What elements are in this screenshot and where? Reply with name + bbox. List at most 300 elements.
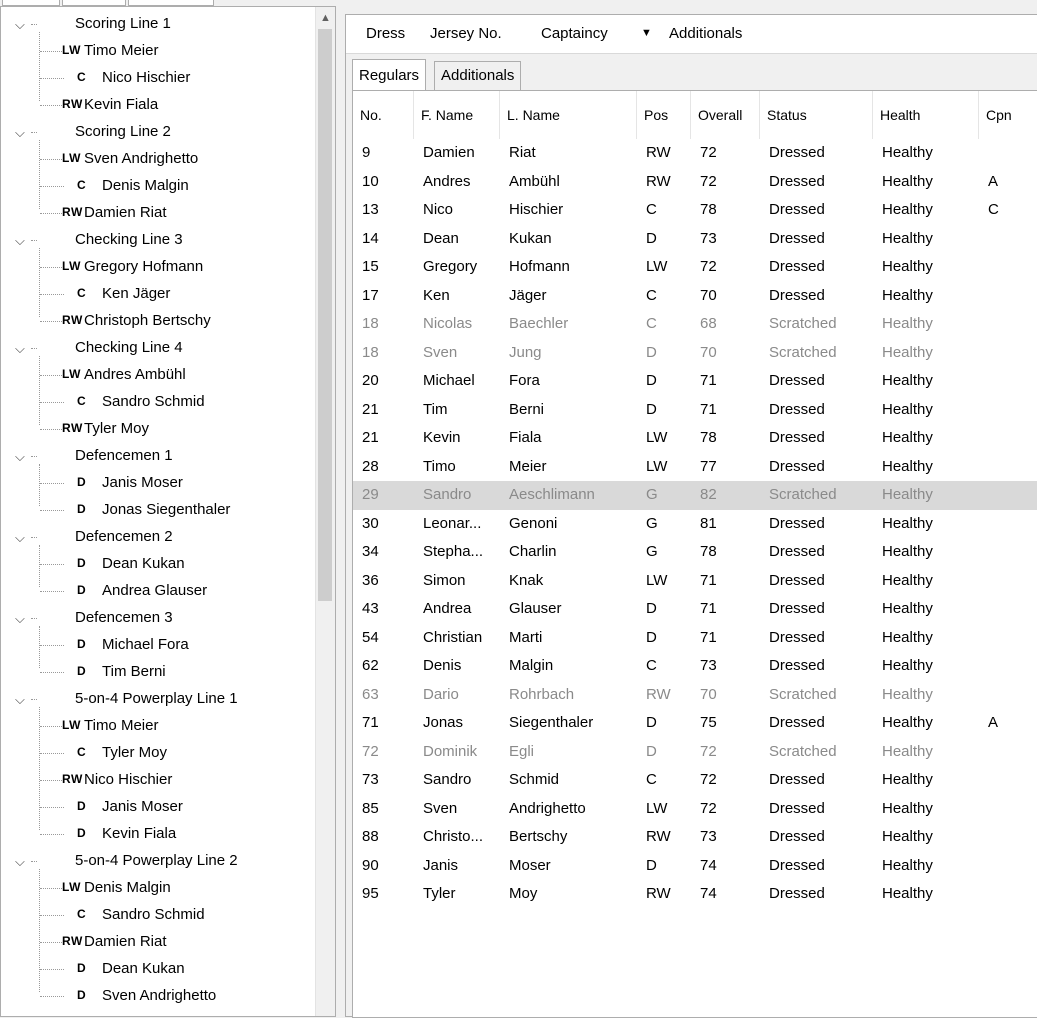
cell-lname: Baechler [509,315,569,332]
position-tag: D [77,637,87,651]
cell-status: Dressed [769,372,825,389]
cell-fname: Timo [423,457,456,475]
table-row[interactable] [353,310,1037,339]
cell-health: Healthy [882,229,933,247]
column-header[interactable]: Pos [637,91,691,139]
cell-lname: Fiala [509,429,542,446]
cell-overall: 72 [700,258,717,275]
cell-lname: Moy [509,885,538,902]
cell-status: Dressed [769,514,825,532]
cell-status: Dressed [769,286,825,304]
tree-connector [40,888,62,889]
position-tag: C [77,394,87,408]
cell-overall: 68 [700,315,717,332]
scroll-thumb[interactable] [318,29,332,601]
chevron-down-icon[interactable]: ⌵ [15,11,31,36]
cell-no: 54 [362,628,379,646]
table-row[interactable] [353,225,1037,254]
cell-pos: D [646,742,657,760]
cell-no: 72 [362,742,379,760]
table-row[interactable] [353,738,1037,767]
cell-lname: Glauser [509,600,562,617]
jersey-number-button[interactable]: Jersey No. [430,25,502,42]
cell-no: 13 [362,201,379,218]
cell-fname: Sandro [423,771,472,788]
scroll-up-arrow-icon[interactable]: ▲ [320,12,331,24]
cell-lname: Genoni [509,514,558,532]
cell-pos: RW [646,144,671,161]
cell-fname: Sven [423,343,458,361]
tree-guide-line [39,545,40,587]
table-row[interactable] [353,453,1037,482]
cell-fname: Ken [423,286,450,304]
tree-connector [40,483,64,484]
additionals-button[interactable]: Additionals [669,25,743,42]
cell-pos: C [646,771,657,788]
chevron-down-icon[interactable]: ⌵ [15,605,31,630]
column-header[interactable]: Cpn [979,91,1037,139]
cell-overall: 82 [700,486,717,503]
cell-status: Dressed [769,429,825,446]
cell-overall: 71 [700,400,717,418]
tree-player-name: Nico Hischier [84,771,173,788]
cell-no: 36 [362,571,379,589]
tree-player-name: Sandro Schmid [102,393,205,410]
cell-health: Healthy [882,429,933,446]
table-row[interactable] [353,709,1037,738]
cell-status: Dressed [769,457,825,475]
table-row[interactable] [353,823,1037,852]
tree-group-label: Scoring Line 2 [75,123,171,140]
cell-fname: Denis [423,657,462,674]
cell-health: Healthy [882,600,933,617]
tree-group-label: Defencemen 2 [75,528,173,545]
cell-status: Scratched [769,742,837,760]
position-tag: C [77,178,87,192]
position-tag: C [77,286,87,300]
table-row[interactable] [353,795,1037,824]
cell-pos: LW [646,429,668,446]
tree-connector [40,726,62,727]
chevron-down-icon[interactable]: ⌵ [15,524,31,549]
cell-pos: G [646,514,658,532]
tree-player-name: Michael Fora [102,636,189,653]
tree-player-name: Tyler Moy [102,744,168,761]
cell-no: 18 [362,343,379,361]
cell-no: 18 [362,315,379,332]
cell-health: Healthy [882,315,933,332]
tree-group-label: Defencemen 3 [75,609,173,626]
cell-lname: Marti [509,628,543,646]
cell-health: Healthy [882,400,933,418]
tree-connector [40,753,64,754]
cell-no: 21 [362,429,379,446]
cell-status: Scratched [769,685,837,703]
cell-overall: 72 [700,799,717,817]
cell-fname: Damien [423,144,475,161]
cell-status: Dressed [769,201,825,218]
table-row[interactable] [353,880,1037,909]
cell-no: 43 [362,600,379,617]
cell-fname: Dominik [423,742,478,760]
tab-regulars[interactable]: Regulars [352,59,426,90]
cell-health: Healthy [882,258,933,275]
cell-pos: D [646,372,657,389]
tree-connector [40,672,64,673]
cell-overall: 71 [700,372,717,389]
tree-connector [40,186,64,187]
cell-lname: Hofmann [509,258,570,275]
position-tag: RW [62,421,83,435]
table-row[interactable] [353,595,1037,624]
cell-pos: G [646,543,658,560]
column-header[interactable]: L. Name [500,91,637,139]
cell-status: Dressed [769,714,825,731]
cell-overall: 72 [700,771,717,788]
cell-fname: Dean [423,229,459,247]
position-tag: LW [62,718,81,732]
cell-pos: C [646,286,657,304]
cell-fname: Sven [423,799,458,817]
table-row[interactable] [353,424,1037,453]
cell-status: Dressed [769,600,825,617]
cell-fname: Michael [423,372,475,389]
cell-fname: Christian [423,628,483,646]
tree-player-name: Dean Kukan [102,555,185,572]
cell-lname: Riat [509,144,536,161]
cell-pos: LW [646,457,668,475]
cell-lname: Moser [509,856,551,874]
cell-cpn: A [988,172,999,190]
table-row[interactable] [353,168,1037,197]
cell-health: Healthy [882,144,933,161]
table-row[interactable] [353,481,1037,510]
cell-no: 15 [362,258,379,275]
cell-health: Healthy [882,201,933,218]
cell-lname: Bertschy [509,828,568,845]
table-row[interactable] [353,339,1037,368]
cell-overall: 74 [700,885,717,902]
tree-player-name: Timo Meier [84,42,159,59]
cell-pos: LW [646,571,668,589]
table-row[interactable] [353,624,1037,653]
cell-status: Dressed [769,144,825,161]
position-tag: C [77,907,87,921]
position-tag: D [77,961,87,975]
tree-connector [40,942,62,943]
table-row[interactable] [353,538,1037,567]
position-tag: RW [62,772,83,786]
position-tag: LW [62,880,81,894]
cell-status: Dressed [769,400,825,418]
chevron-down-icon[interactable]: ⌵ [15,686,31,711]
tree-group-label: Checking Line 3 [75,231,183,248]
cell-overall: 71 [700,571,717,589]
cell-pos: LW [646,258,668,275]
tree-connector [40,402,64,403]
cell-status: Dressed [769,657,825,674]
cell-pos: D [646,400,657,418]
cell-fname: Nico [423,201,454,218]
cell-no: 90 [362,856,379,874]
column-header[interactable]: No. [353,91,414,139]
cell-overall: 71 [700,628,717,646]
tree-connector [40,267,62,268]
cell-health: Healthy [882,714,933,731]
position-tag: D [77,583,87,597]
cell-status: Dressed [769,571,825,589]
table-row[interactable] [353,282,1037,311]
cell-lname: Jäger [509,286,547,304]
tree-player-name: Damien Riat [84,204,167,221]
tree-connector [40,510,64,511]
roster-panel [345,14,1037,1017]
cell-health: Healthy [882,885,933,902]
table-row[interactable] [353,852,1037,881]
cell-fname: Janis [423,856,459,874]
chevron-down-icon[interactable]: ⌵ [15,335,31,360]
tree-connector [40,969,64,970]
cell-status: Dressed [769,628,825,646]
cell-lname: Aeschlimann [509,486,595,503]
column-header[interactable]: Overall [691,91,760,139]
tree-player-name: Sven Andrighetto [102,987,217,1004]
cell-lname: Berni [509,400,545,418]
cell-status: Scratched [769,343,837,361]
cell-overall: 72 [700,742,717,760]
cell-health: Healthy [882,172,933,190]
cell-no: 17 [362,286,379,304]
cell-overall: 77 [700,457,717,475]
position-tag: D [77,799,87,813]
cell-status: Scratched [769,486,837,503]
tree-connector [40,564,64,565]
position-tag: D [77,475,87,489]
cell-status: Dressed [769,885,825,902]
dress-button[interactable]: Dress [366,25,406,42]
tree-player-name: Denis Malgin [102,177,189,194]
cell-no: 73 [362,771,379,788]
position-tag: LW [62,151,81,165]
tree-connector [40,294,64,295]
tree-connector [40,834,64,835]
tree-connector [40,375,62,376]
table-row[interactable] [353,681,1037,710]
cell-lname: Andrighetto [509,799,586,817]
cell-overall: 74 [700,856,717,874]
cell-pos: C [646,657,657,674]
tree-player-name: Andres Ambühl [84,366,186,383]
cell-no: 28 [362,457,379,475]
position-tag: LW [62,43,81,57]
cell-lname: Meier [509,457,547,475]
table-row[interactable] [353,253,1037,282]
tree-player-name: Damien Riat [84,933,167,950]
cell-lname: Jung [509,343,542,361]
cell-status: Scratched [769,315,837,332]
tree-connector [40,807,64,808]
cell-no: 10 [362,172,379,190]
table-row[interactable] [353,139,1037,168]
tree-player-name: Kevin Fiala [102,825,177,842]
cell-status: Dressed [769,172,825,190]
tab-additionals[interactable]: Additionals [434,61,521,90]
table-row[interactable] [353,510,1037,539]
tree-connector [40,78,64,79]
cell-fname: Dario [423,685,459,703]
tree-guide-line [39,626,40,668]
cell-no: 9 [362,144,371,161]
position-tag: RW [62,97,83,111]
cell-no: 85 [362,799,379,817]
cell-fname: Kevin [423,429,461,446]
cell-health: Healthy [882,771,933,788]
tree-group-label: 5-on-4 Powerplay Line 1 [75,690,238,707]
cell-health: Healthy [882,856,933,874]
cell-pos: D [646,229,657,247]
cell-pos: LW [646,799,668,817]
captaincy-dropdown-arrow-icon[interactable]: ▼ [641,27,652,39]
cell-health: Healthy [882,343,933,361]
cell-overall: 70 [700,286,717,304]
cell-health: Healthy [882,828,933,845]
position-tag: RW [62,934,83,948]
position-tag: LW [62,259,81,273]
cell-health: Healthy [882,514,933,532]
table-row[interactable] [353,652,1037,681]
toolbar [346,15,1037,54]
cell-overall: 73 [700,657,717,674]
cell-overall: 81 [700,514,717,532]
cell-pos: RW [646,172,671,190]
position-tag: D [77,556,87,570]
column-header[interactable]: F. Name [414,91,500,139]
tree-guide-line [39,248,40,317]
cell-fname: Andres [423,172,471,190]
tree-connector [40,996,64,997]
column-header[interactable]: Status [760,91,873,139]
tree-guide-line [39,140,40,209]
tree-connector [40,105,62,106]
tree-player-name: Kevin Fiala [84,96,159,113]
cell-health: Healthy [882,799,933,817]
tree-player-name: Ken Jäger [102,285,171,302]
cell-lname: Fora [509,372,540,389]
cell-fname: Leonar... [423,514,482,532]
cell-status: Dressed [769,828,825,845]
column-header[interactable]: Health [873,91,979,139]
cell-pos: D [646,343,657,361]
cell-overall: 78 [700,429,717,446]
cell-pos: C [646,201,657,218]
tree-scrollbar[interactable] [315,7,335,1016]
cell-overall: 78 [700,543,717,560]
cell-lname: Ambühl [509,172,560,190]
position-tag: LW [62,367,81,381]
cell-cpn: A [988,714,999,731]
cell-fname: Simon [423,571,466,589]
cell-status: Dressed [769,856,825,874]
table-row[interactable] [353,766,1037,795]
cell-lname: Charlin [509,543,557,560]
cell-no: 95 [362,885,379,902]
cell-overall: 73 [700,828,717,845]
cell-lname: Egli [509,742,535,760]
cell-overall: 73 [700,229,717,247]
tree-guide-line [39,32,40,101]
captaincy-button[interactable]: Captaincy [541,25,608,42]
tree-group-label: Checking Line 4 [75,339,183,356]
chevron-down-icon[interactable]: ⌵ [15,227,31,252]
cell-pos: RW [646,885,671,902]
tree-player-name: Gregory Hofmann [84,258,204,275]
tree-player-name: Sandro Schmid [102,906,205,923]
cell-no: 20 [362,372,379,389]
cell-fname: Sandro [423,486,472,503]
cell-lname: Hischier [509,201,564,218]
cell-cpn: C [988,201,999,218]
roster-table [352,90,1037,1018]
cell-overall: 70 [700,343,717,361]
cell-health: Healthy [882,543,933,560]
cell-health: Healthy [882,286,933,304]
tree-player-name: Tim Berni [102,663,166,680]
cell-no: 34 [362,543,379,560]
chevron-down-icon[interactable]: ⌵ [15,848,31,873]
cell-no: 21 [362,400,379,418]
table-row[interactable] [353,367,1037,396]
table-row[interactable] [353,396,1037,425]
cell-fname: Tim [423,400,448,418]
cell-lname: Malgin [509,657,554,674]
cell-fname: Andrea [423,600,472,617]
cell-lname: Knak [509,571,544,589]
tree-player-name: Timo Meier [84,717,159,734]
lines-tree[interactable] [0,6,336,1017]
tree-player-name: Christoph Bertschy [84,312,211,329]
cell-lname: Kukan [509,229,552,247]
tree-connector [40,915,64,916]
position-tag: D [77,502,87,516]
cell-health: Healthy [882,685,933,703]
tree-player-name: Janis Moser [102,474,183,491]
cell-fname: Gregory [423,258,478,275]
cell-health: Healthy [882,372,933,389]
cell-status: Dressed [769,771,825,788]
position-tag: C [77,70,87,84]
cell-no: 63 [362,685,379,703]
cell-health: Healthy [882,571,933,589]
tree-player-name: Jonas Siegenthaler [102,501,231,518]
cell-fname: Tyler [423,885,456,902]
tree-group-label: 5-on-4 Powerplay Line 2 [75,852,238,869]
cell-status: Dressed [769,799,825,817]
cell-no: 14 [362,229,379,247]
chevron-down-icon[interactable]: ⌵ [15,443,31,468]
table-row[interactable] [353,196,1037,225]
cell-overall: 78 [700,201,717,218]
cell-pos: C [646,315,657,332]
table-row[interactable] [353,567,1037,596]
tree-player-name: Tyler Moy [84,420,150,437]
tree-connector [40,429,62,430]
chevron-down-icon[interactable]: ⌵ [15,119,31,144]
tree-player-name: Sven Andrighetto [84,150,199,167]
tree-player-name: Nico Hischier [102,69,191,86]
position-tag: RW [62,205,83,219]
tree-connector [40,645,64,646]
cell-no: 88 [362,828,379,845]
